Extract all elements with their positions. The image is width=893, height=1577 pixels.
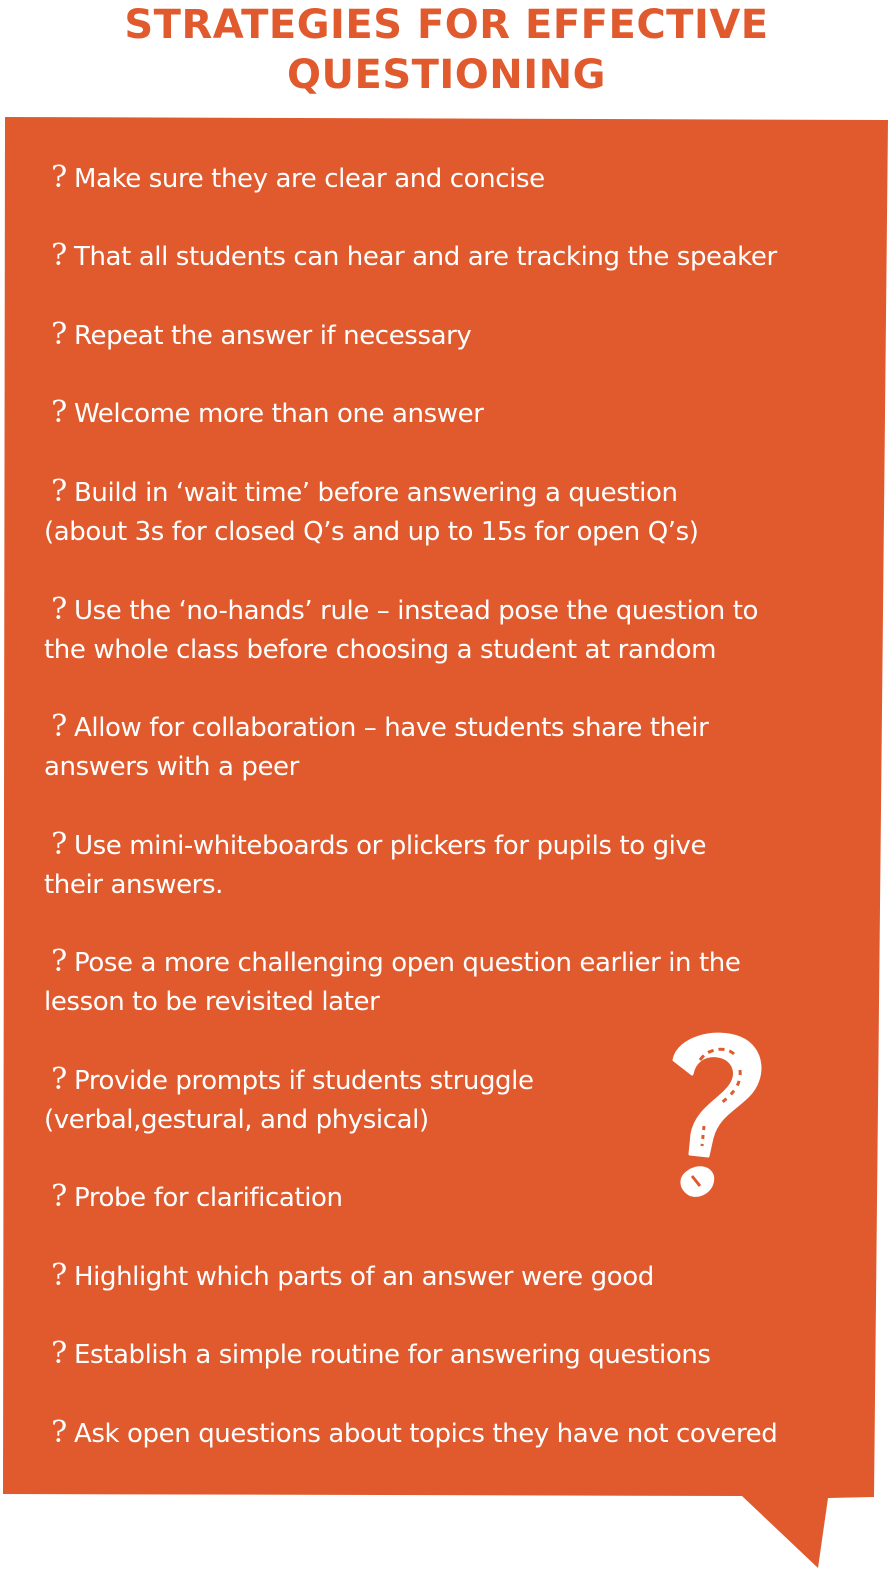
title-line-2: QUESTIONING xyxy=(287,52,606,98)
question-mark-icon: ? xyxy=(51,1258,67,1293)
question-mark-icon: ? xyxy=(51,1179,67,1214)
title-line-1: STRATEGIES FOR EFFECTIVE xyxy=(124,2,769,48)
question-mark-icon: ? xyxy=(51,827,67,862)
strategy-item-text: Probe for clarification xyxy=(74,1183,343,1213)
strategy-item-text: That all students can hear and are tracking the speaker xyxy=(74,242,777,272)
question-mark-icon: ? xyxy=(51,160,67,195)
strategy-item xyxy=(44,592,864,670)
strategy-item xyxy=(44,160,864,199)
strategy-item xyxy=(44,1415,864,1454)
strategy-item xyxy=(44,827,864,905)
question-mark-icon: ? xyxy=(51,474,67,509)
strategy-item xyxy=(44,944,864,1022)
strategy-item xyxy=(44,317,864,356)
question-mark-icon: ? xyxy=(51,1062,67,1097)
strategy-item-text: Repeat the answer if necessary xyxy=(74,321,472,351)
large-question-mark-icon xyxy=(660,1030,770,1205)
strategy-item xyxy=(44,474,864,552)
strategy-item-text: Welcome more than one answer xyxy=(74,399,484,429)
question-mark-icon: ? xyxy=(51,709,67,744)
strategy-item-text: Allow for collaboration – have students share their answers with a peer xyxy=(44,713,709,782)
strategy-item xyxy=(44,709,864,787)
strategy-item-text: Use mini-whiteboards or plickers for pupils to give their answers. xyxy=(44,831,707,900)
strategy-item-text: Use the ‘no-hands’ rule – instead pose the question to the whole class before choosing a student at random xyxy=(44,596,759,665)
question-mark-icon: ? xyxy=(51,317,67,352)
strategy-item-text: Make sure they are clear and concise xyxy=(74,164,545,194)
strategy-item xyxy=(44,238,864,277)
question-mark-icon: ? xyxy=(51,1336,67,1371)
strategy-item-text: Highlight which parts of an answer were good xyxy=(74,1262,654,1292)
question-mark-icon: ? xyxy=(51,395,67,430)
question-mark-icon: ? xyxy=(51,1415,67,1450)
strategy-item-text: Provide prompts if students struggle (verbal,gestural, and physical) xyxy=(44,1066,534,1135)
strategy-item xyxy=(44,1336,864,1375)
strategy-item xyxy=(44,395,864,434)
question-mark-icon: ? xyxy=(51,944,67,979)
strategy-item-text: Establish a simple routine for answering questions xyxy=(74,1340,711,1370)
strategy-item-text: Pose a more challenging open question earlier in the lesson to be revisited later xyxy=(44,948,741,1017)
strategy-item-text: Build in ‘wait time’ before answering a question (about 3s for closed Q’s and up to 15s for open Q’s) xyxy=(44,478,699,547)
question-mark-icon: ? xyxy=(51,592,67,627)
strategy-item xyxy=(44,1258,864,1297)
question-mark-icon: ? xyxy=(51,238,67,273)
strategy-item-text: Ask open questions about topics they have not covered xyxy=(74,1419,778,1449)
